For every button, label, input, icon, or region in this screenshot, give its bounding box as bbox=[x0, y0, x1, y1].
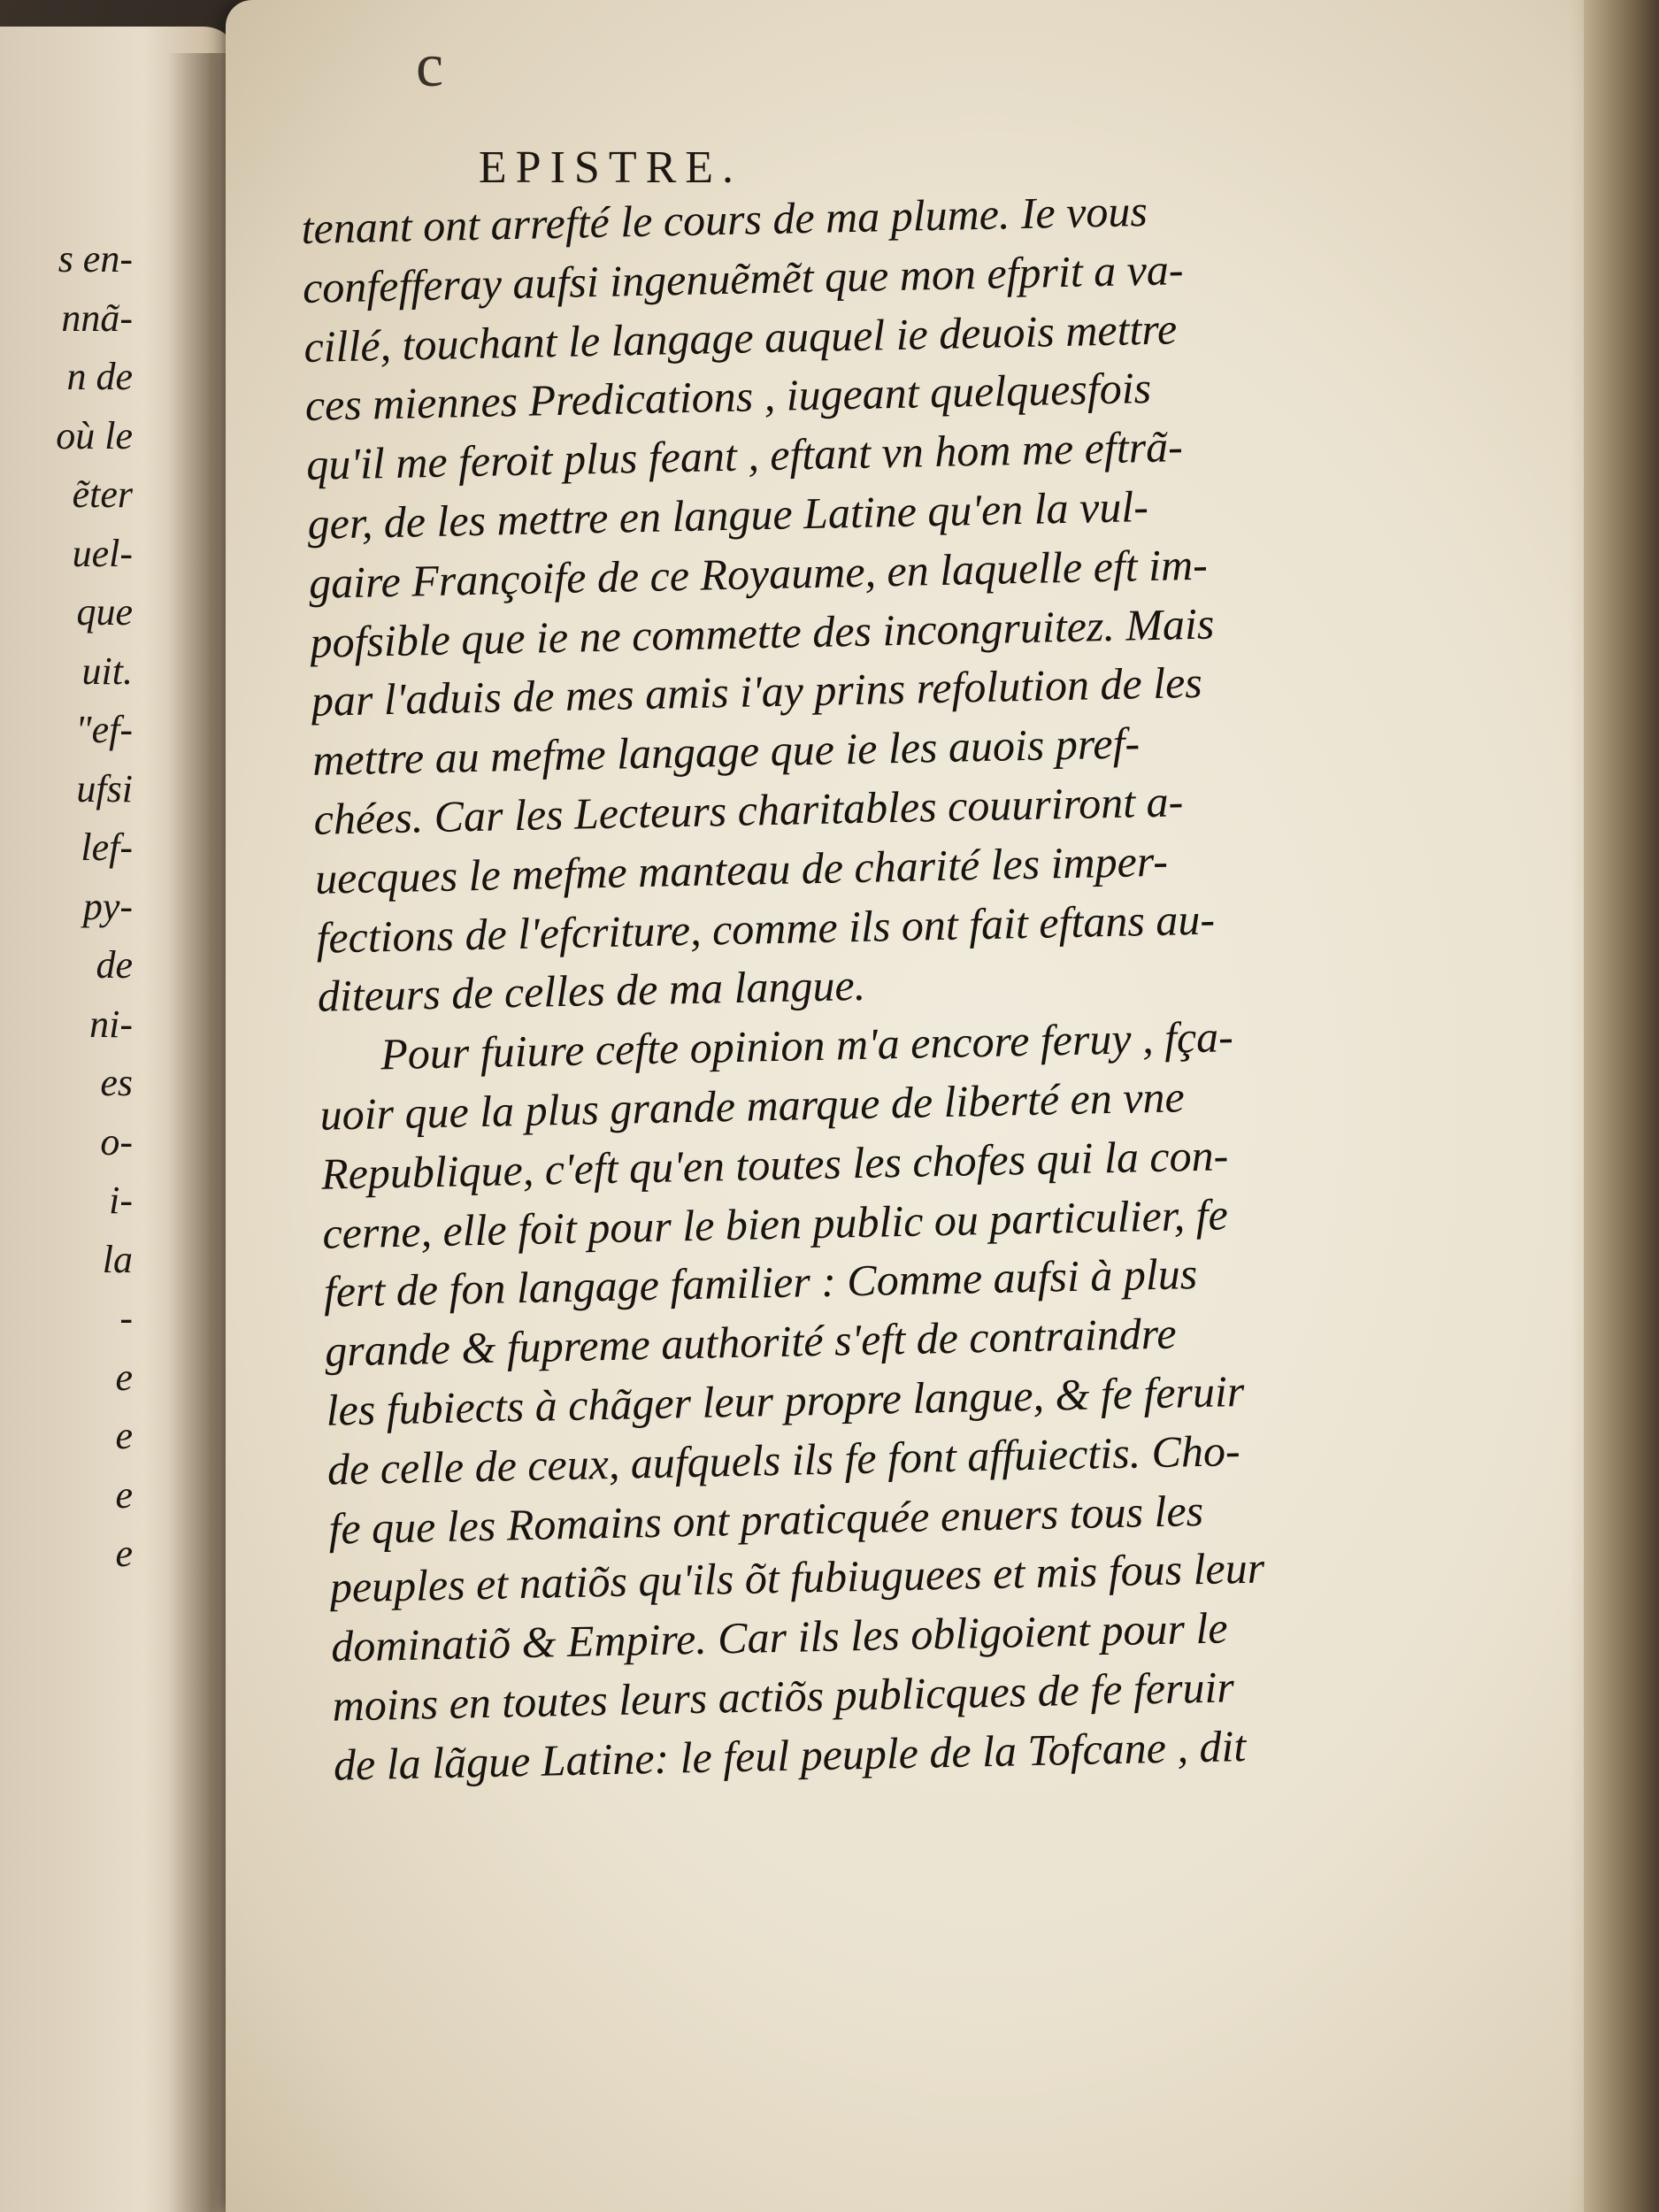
text-line: cillé, touchant le langage auquel ie deuois mettre bbox=[303, 303, 1178, 372]
text-line: grande & fupreme authorité s'eft de contraindre bbox=[324, 1308, 1178, 1376]
left-page-line: ni- bbox=[89, 1002, 133, 1046]
book-edge-shadow bbox=[1584, 0, 1659, 2212]
text-line: qu'il me feroit plus feant , eftant vn hom me eftrã- bbox=[305, 421, 1184, 490]
left-page-line: es bbox=[100, 1061, 133, 1104]
left-page-line: - bbox=[119, 1296, 133, 1340]
left-page-line: nnã- bbox=[61, 296, 133, 340]
left-page-line: "ef- bbox=[75, 708, 133, 751]
text-line: dominatiõ & Empire. Car ils les obligoient pour le bbox=[330, 1602, 1229, 1671]
text-line: pofsible que ie ne commette des incongruitez. Mais bbox=[309, 598, 1215, 667]
left-page-line: py- bbox=[82, 884, 133, 928]
left-page-line: s en- bbox=[58, 237, 133, 280]
left-page-line: lef- bbox=[81, 826, 133, 869]
left-page-line: où le bbox=[56, 413, 133, 457]
text-line: tenant ont arrefté le cours de ma plume. Ie vous bbox=[301, 185, 1148, 253]
text-line: confefferay aufsi ingenuẽmẽt que mon efprit a va- bbox=[302, 243, 1185, 312]
ink-mark: c bbox=[416, 32, 444, 100]
left-page-line: o- bbox=[100, 1119, 133, 1164]
text-line: Republique, c'eft qu'en toutes les chofes qui la con- bbox=[320, 1130, 1229, 1199]
left-page-text bbox=[0, 230, 133, 1584]
text-line: mettre au mefme langage que ie les auois pref- bbox=[311, 718, 1141, 786]
text-line: fections de l'efcriture, comme ils ont fait eftans au- bbox=[315, 894, 1216, 963]
left-facing-page bbox=[0, 27, 239, 2212]
left-page-line: ufsi bbox=[76, 766, 133, 810]
body-text bbox=[301, 177, 1396, 1794]
text-line: diteurs de celles de ma langue. bbox=[317, 960, 866, 1022]
left-page-line: e bbox=[115, 1532, 133, 1575]
left-page-line: la bbox=[102, 1237, 133, 1281]
left-page-line: e bbox=[115, 1472, 133, 1517]
page-edges bbox=[216, 62, 223, 2185]
text-line: de celle de ceux, aufquels ils fe font affuiectis. Cho- bbox=[326, 1425, 1241, 1494]
left-page-line: i- bbox=[109, 1179, 133, 1222]
text-line: moins en toutes leurs actiõs publicques de fe feruir bbox=[332, 1662, 1235, 1731]
text-line: de la lãgue Latine: le feul peuple de la Tofcane , dit bbox=[333, 1720, 1247, 1790]
left-page-line: e bbox=[115, 1355, 133, 1399]
left-page-line: de bbox=[96, 943, 133, 987]
text-line: fert de fon langage familier : Comme aufsi à plus bbox=[323, 1248, 1198, 1317]
left-page-line: que bbox=[76, 590, 133, 634]
text-line: par l'aduis de mes amis i'ay prins refolution de les bbox=[311, 657, 1203, 726]
left-page-line: uit. bbox=[81, 649, 133, 693]
text-line: gaire Françoife de ce Royaume, en laquelle eft im- bbox=[308, 539, 1209, 608]
text-line: chées. Car les Lecteurs charitables couuriront a- bbox=[313, 776, 1184, 844]
text-line: les fubiects à chãger leur propre langue, & fe feruir bbox=[326, 1365, 1245, 1435]
text-line: peuples et natiõs qu'ils õt fubiuguees et mis fous leur bbox=[329, 1542, 1265, 1612]
text-line: cerne, elle foit pour le bien public ou particulier, fe bbox=[321, 1188, 1229, 1258]
text-line: Pour fuiure cefte opinion m'a encore feruy , fça- bbox=[380, 1011, 1234, 1079]
running-head: EPISTRE. bbox=[478, 142, 743, 193]
left-page-line: n de bbox=[66, 355, 133, 398]
left-page-line: uel- bbox=[72, 531, 133, 575]
text-line: fe que les Romains ont praticquée enuers tous les bbox=[327, 1485, 1204, 1554]
text-line: ger, de les mettre en langue Latine qu'en la vul- bbox=[307, 481, 1149, 549]
text-line: ces miennes Predications , iugeant quelquesfois bbox=[304, 363, 1152, 431]
left-page-line: e bbox=[115, 1414, 133, 1457]
text-line: uecques le mefme manteau de charité les imper- bbox=[314, 835, 1169, 903]
text-line: uoir que la plus grande marque de liberté en vne bbox=[319, 1071, 1186, 1140]
left-page-line: ẽter bbox=[72, 472, 133, 516]
